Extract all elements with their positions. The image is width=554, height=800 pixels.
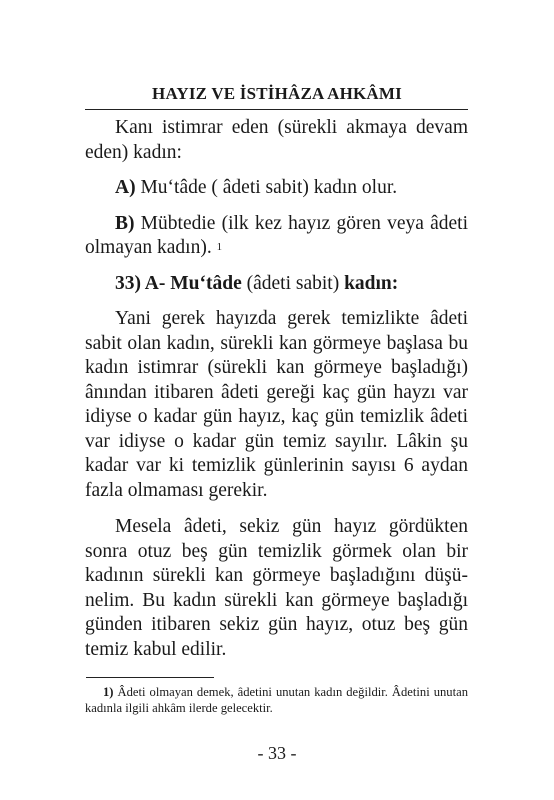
- paragraph-intro: Kanı istimrar eden (sürekli akmaya devam eden) kadın:: [85, 117, 468, 163]
- item-b-label: B): [115, 212, 135, 234]
- footnote-reference: 1: [216, 241, 223, 253]
- paragraph-item-b: [85, 212, 468, 261]
- item-b-text: Mübtedie (ilk kez hayız gören veya âdeti olmayan kadın).: [85, 212, 468, 258]
- footnote: [85, 684, 468, 716]
- header-divider: [85, 109, 468, 110]
- running-header: HAYIZ VE İSTİHÂZA AHKÂMI: [152, 84, 402, 103]
- section-heading-bold-end: kadın:: [344, 272, 399, 294]
- footnote-divider: [86, 677, 214, 678]
- section-heading-middle: (âdeti sabit): [241, 272, 345, 294]
- item-a-label: A): [115, 177, 136, 198]
- item-a-text: Mu‘tâde ( âdeti sabit) kadın olur.: [135, 177, 398, 198]
- paragraph-example: Mesela âdeti, sekiz gün hayız gördükten sonra otuz beş gün temizlik görmek olan bir kadının sürekli kan görmeye başladığını düşünelim. Bu kadın sürekli kan görmeye başladığı günden itibaren sekiz gün hayız, otuz beş gün temiz kabul edilir.: [85, 516, 468, 660]
- page-number: - 33 -: [257, 743, 297, 763]
- section-heading: [85, 272, 468, 297]
- section-heading-bold-start: 33) A- Mu‘tâde: [115, 272, 242, 294]
- paragraph-item-a: [85, 176, 468, 201]
- footnote-number: 1): [103, 685, 114, 699]
- paragraph-explanation: Yani gerek hayızda gerek temizlikte âdeti sabit olan kadın, sürekli kan görmeye başlasa bu kadın istimrar (sürekli kan görmeye başladığı) ânından itibaren âdeti gereği kaç gün hayzı var idiyse o kadar gün hayız, kaç gün temizlik âdeti var idiyse o kadar gün temiz sayılır. Lâkin şu kadar var ki temizlik günlerinin sayısı 6 aydan fazla olmaması gerekir.: [85, 308, 468, 501]
- footnote-text: Âdeti olmayan demek, âdetini unutan kadın değildir. Âdetini unutan kadınla ilgili ahkâm ilerde gelecektir.: [85, 685, 468, 715]
- page-body: [85, 116, 468, 674]
